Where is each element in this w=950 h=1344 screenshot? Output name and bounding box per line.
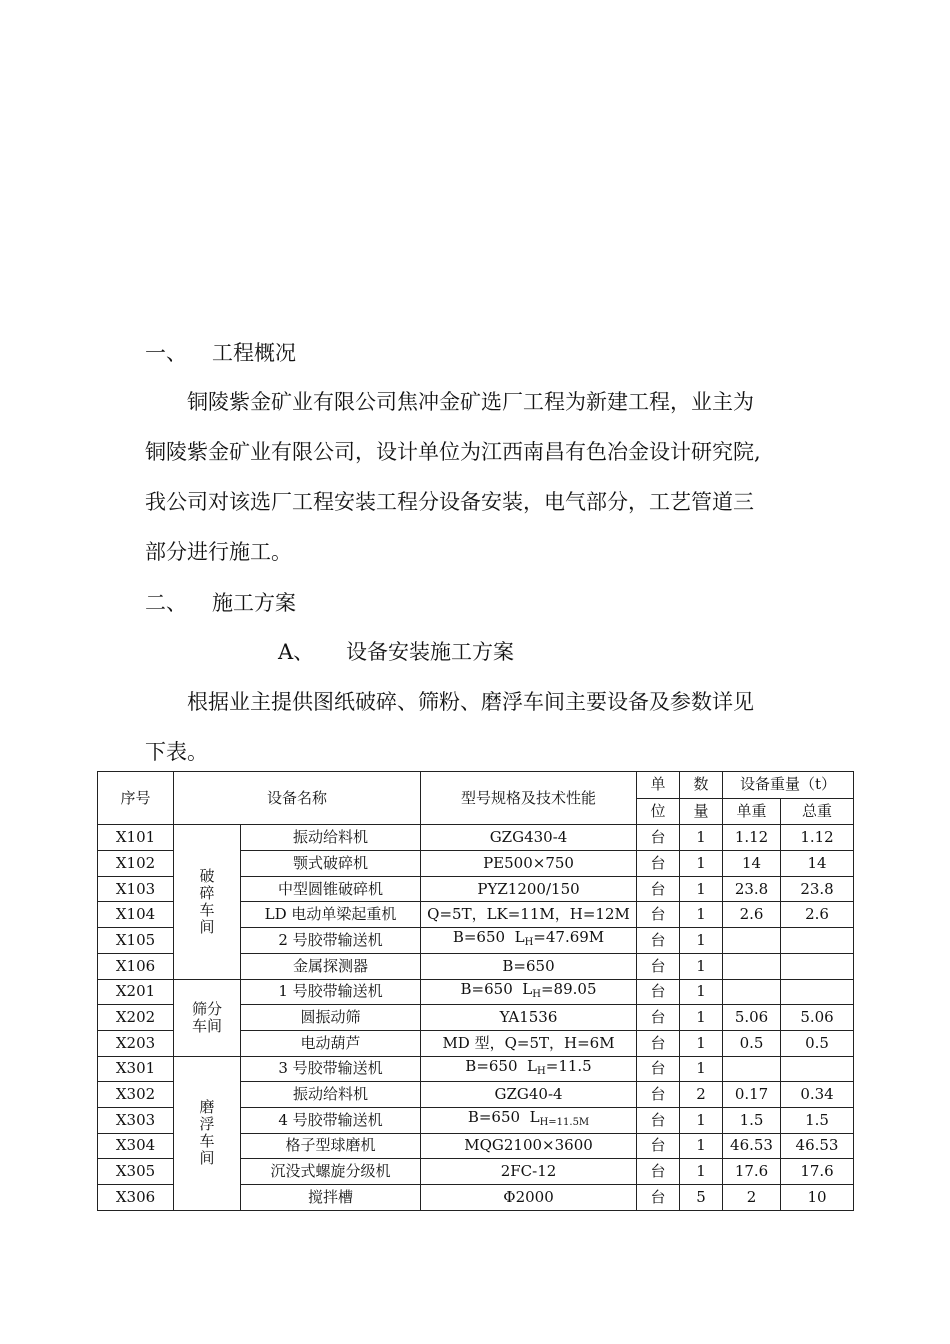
qty-cell: 5 bbox=[680, 1185, 723, 1211]
model-cell: B=650 bbox=[421, 953, 637, 979]
model-cell: MQG2100×3600 bbox=[421, 1133, 637, 1159]
subsection-a-heading bbox=[278, 636, 638, 664]
total-weight-cell bbox=[781, 979, 854, 1005]
model-text: B=650 L bbox=[452, 928, 525, 947]
unit-cell: 台 bbox=[637, 928, 680, 954]
unit-weight-cell: 5.06 bbox=[723, 1005, 781, 1031]
header-unit-top: 单 bbox=[637, 772, 680, 799]
model-cell: GZG430-4 bbox=[421, 825, 637, 851]
unit-cell: 台 bbox=[637, 825, 680, 851]
workshop-cell bbox=[174, 825, 241, 979]
model-cell: 2FC-12 bbox=[421, 1159, 637, 1185]
workshop-label-char: 车 bbox=[199, 1132, 215, 1151]
qty-cell: 1 bbox=[680, 825, 723, 851]
equipment-name-cell: 中型圆锥破碎机 bbox=[241, 876, 421, 902]
unit-weight-cell bbox=[723, 953, 781, 979]
header-weight: 设备重量（t） bbox=[723, 772, 854, 799]
seq-cell: X304 bbox=[98, 1133, 174, 1159]
equipment-name-cell: 4 号胶带输送机 bbox=[241, 1107, 421, 1133]
workshop-label-char: 间 bbox=[199, 917, 215, 936]
workshop-label-char: 磨 bbox=[199, 1098, 215, 1117]
total-weight-cell: 23.8 bbox=[781, 876, 854, 902]
unit-weight-cell: 23.8 bbox=[723, 876, 781, 902]
total-weight-cell bbox=[781, 928, 854, 954]
unit-cell: 台 bbox=[637, 1082, 680, 1108]
paragraph-line: 铜陵紫金矿业有限公司，设计单位为江西南昌有色冶金设计研究院, bbox=[145, 440, 761, 464]
model-text: B=650 L bbox=[465, 1056, 538, 1075]
paragraph-line: 根据业主提供图纸破碎、筛粉、磨浮车间主要设备及参数详见 bbox=[187, 690, 754, 714]
workshop-label-char: 筛分 bbox=[191, 999, 222, 1018]
seq-cell: X101 bbox=[98, 825, 174, 851]
unit-cell: 台 bbox=[637, 1133, 680, 1159]
equipment-name-cell: 颚式破碎机 bbox=[241, 851, 421, 877]
model-cell bbox=[421, 928, 637, 954]
header-unit-weight: 单重 bbox=[723, 798, 781, 825]
equipment-name-cell: 格子型球磨机 bbox=[241, 1133, 421, 1159]
paragraph-line: 下表。 bbox=[145, 740, 208, 764]
model-cell: Φ2000 bbox=[421, 1185, 637, 1211]
header-seq: 序号 bbox=[98, 772, 174, 825]
model-subscript: H=11.5M bbox=[539, 1117, 590, 1129]
unit-cell: 台 bbox=[637, 851, 680, 877]
unit-weight-cell bbox=[723, 928, 781, 954]
seq-cell: X202 bbox=[98, 1005, 174, 1031]
model-cell bbox=[421, 979, 637, 1005]
model-text: =89.05 bbox=[540, 979, 597, 998]
model-subscript: H bbox=[532, 988, 541, 1000]
total-weight-cell bbox=[781, 953, 854, 979]
section-1-heading bbox=[145, 337, 445, 365]
paragraph-line: 部分进行施工。 bbox=[145, 540, 292, 564]
unit-cell: 台 bbox=[637, 953, 680, 979]
equipment-name-cell: 金属探测器 bbox=[241, 953, 421, 979]
paragraph-line: 铜陵紫金矿业有限公司焦冲金矿选厂工程为新建工程，业主为 bbox=[187, 390, 754, 414]
unit-weight-cell: 17.6 bbox=[723, 1159, 781, 1185]
qty-cell: 1 bbox=[680, 928, 723, 954]
header-model: 型号规格及技术性能 bbox=[421, 772, 637, 825]
section-number: 一、 bbox=[145, 341, 187, 365]
seq-cell: X303 bbox=[98, 1107, 174, 1133]
section-title: 工程概况 bbox=[212, 341, 296, 365]
equipment-name-cell: 2 号胶带输送机 bbox=[241, 928, 421, 954]
unit-weight-cell: 2.6 bbox=[723, 902, 781, 928]
unit-cell: 台 bbox=[637, 1005, 680, 1031]
unit-weight-cell: 46.53 bbox=[723, 1133, 781, 1159]
header-unit-bottom: 位 bbox=[637, 798, 680, 825]
model-subscript: H bbox=[537, 1065, 546, 1077]
seq-cell: X302 bbox=[98, 1082, 174, 1108]
unit-weight-cell: 1.5 bbox=[723, 1107, 781, 1133]
equipment-name-cell: 圆振动筛 bbox=[241, 1005, 421, 1031]
model-cell bbox=[421, 1056, 637, 1082]
qty-cell: 1 bbox=[680, 902, 723, 928]
workshop-label-char: 间 bbox=[199, 1149, 215, 1168]
paragraph-line: 我公司对该选厂工程安装工程分设备安装，电气部分，工艺管道三 bbox=[145, 490, 754, 514]
unit-weight-cell: 0.5 bbox=[723, 1030, 781, 1056]
subsection-number: A、 bbox=[278, 640, 315, 664]
seq-cell: X106 bbox=[98, 953, 174, 979]
model-text: =11.5 bbox=[545, 1056, 592, 1075]
total-weight-cell: 5.06 bbox=[781, 1005, 854, 1031]
equipment-name-cell: 沉没式螺旋分级机 bbox=[241, 1159, 421, 1185]
model-cell: PE500×750 bbox=[421, 851, 637, 877]
equipment-name-cell: LD 电动单梁起重机 bbox=[241, 902, 421, 928]
total-weight-cell: 17.6 bbox=[781, 1159, 854, 1185]
qty-cell: 1 bbox=[680, 1056, 723, 1082]
workshop-cell bbox=[174, 1056, 241, 1210]
unit-cell: 台 bbox=[637, 979, 680, 1005]
workshop-cell bbox=[174, 979, 241, 1056]
seq-cell: X201 bbox=[98, 979, 174, 1005]
equipment-name-cell: 振动给料机 bbox=[241, 825, 421, 851]
unit-weight-cell: 2 bbox=[723, 1185, 781, 1211]
model-cell: Q=5T，LK=11M，H=12M bbox=[421, 902, 637, 928]
seq-cell: X305 bbox=[98, 1159, 174, 1185]
model-text: B=650 L bbox=[460, 979, 533, 998]
subsection-title: 设备安装施工方案 bbox=[346, 640, 514, 664]
qty-cell: 1 bbox=[680, 1107, 723, 1133]
total-weight-cell: 2.6 bbox=[781, 902, 854, 928]
table-row bbox=[98, 825, 854, 851]
total-weight-cell: 1.12 bbox=[781, 825, 854, 851]
model-cell bbox=[421, 1107, 637, 1133]
total-weight-cell: 46.53 bbox=[781, 1133, 854, 1159]
unit-cell: 台 bbox=[637, 1056, 680, 1082]
seq-cell: X102 bbox=[98, 851, 174, 877]
equipment-table bbox=[97, 771, 854, 1211]
model-cell: YA1536 bbox=[421, 1005, 637, 1031]
unit-cell: 台 bbox=[637, 1159, 680, 1185]
workshop-label-char: 碎 bbox=[199, 883, 215, 902]
workshop-label-char: 车间 bbox=[191, 1016, 222, 1035]
unit-cell: 台 bbox=[637, 902, 680, 928]
unit-cell: 台 bbox=[637, 1185, 680, 1211]
header-qty-bottom: 量 bbox=[680, 798, 723, 825]
equipment-name-cell: 1 号胶带输送机 bbox=[241, 979, 421, 1005]
unit-weight-cell: 1.12 bbox=[723, 825, 781, 851]
seq-cell: X103 bbox=[98, 876, 174, 902]
model-text: B=650 L bbox=[467, 1108, 540, 1127]
workshop-label-char: 车 bbox=[199, 900, 215, 919]
equipment-name-cell: 搅拌槽 bbox=[241, 1185, 421, 1211]
section-number: 二、 bbox=[145, 591, 187, 615]
qty-cell: 1 bbox=[680, 851, 723, 877]
header-qty-top: 数 bbox=[680, 772, 723, 799]
total-weight-cell: 0.5 bbox=[781, 1030, 854, 1056]
unit-cell: 台 bbox=[637, 1107, 680, 1133]
model-cell: PYZ1200/150 bbox=[421, 876, 637, 902]
model-cell: GZG40-4 bbox=[421, 1082, 637, 1108]
table-row bbox=[98, 979, 854, 1005]
total-weight-cell: 0.34 bbox=[781, 1082, 854, 1108]
total-weight-cell: 10 bbox=[781, 1185, 854, 1211]
qty-cell: 1 bbox=[680, 876, 723, 902]
workshop-label-char: 破 bbox=[199, 866, 215, 885]
total-weight-cell: 14 bbox=[781, 851, 854, 877]
equipment-name-cell: 振动给料机 bbox=[241, 1082, 421, 1108]
equipment-name-cell: 电动葫芦 bbox=[241, 1030, 421, 1056]
seq-cell: X203 bbox=[98, 1030, 174, 1056]
model-cell: MD 型，Q=5T，H=6M bbox=[421, 1030, 637, 1056]
section-title: 施工方案 bbox=[212, 591, 296, 615]
seq-cell: X301 bbox=[98, 1056, 174, 1082]
seq-cell: X104 bbox=[98, 902, 174, 928]
qty-cell: 2 bbox=[680, 1082, 723, 1108]
seq-cell: X306 bbox=[98, 1185, 174, 1211]
qty-cell: 1 bbox=[680, 979, 723, 1005]
total-weight-cell bbox=[781, 1056, 854, 1082]
unit-cell: 台 bbox=[637, 1030, 680, 1056]
unit-weight-cell bbox=[723, 1056, 781, 1082]
equipment-name-cell: 3 号胶带输送机 bbox=[241, 1056, 421, 1082]
header-name: 设备名称 bbox=[174, 772, 421, 825]
header-total-weight: 总重 bbox=[781, 798, 854, 825]
table-row bbox=[98, 1056, 854, 1082]
qty-cell: 1 bbox=[680, 1005, 723, 1031]
unit-weight-cell: 0.17 bbox=[723, 1082, 781, 1108]
total-weight-cell: 1.5 bbox=[781, 1107, 854, 1133]
section-2-heading bbox=[145, 587, 445, 615]
table-header-row bbox=[98, 772, 854, 799]
qty-cell: 1 bbox=[680, 1159, 723, 1185]
workshop-label-char: 浮 bbox=[199, 1115, 215, 1134]
qty-cell: 1 bbox=[680, 953, 723, 979]
unit-weight-cell: 14 bbox=[723, 851, 781, 877]
model-text: =47.69M bbox=[533, 928, 605, 947]
unit-weight-cell bbox=[723, 979, 781, 1005]
model-subscript: H bbox=[524, 937, 534, 949]
unit-cell: 台 bbox=[637, 876, 680, 902]
qty-cell: 1 bbox=[680, 1030, 723, 1056]
qty-cell: 1 bbox=[680, 1133, 723, 1159]
seq-cell: X105 bbox=[98, 928, 174, 954]
